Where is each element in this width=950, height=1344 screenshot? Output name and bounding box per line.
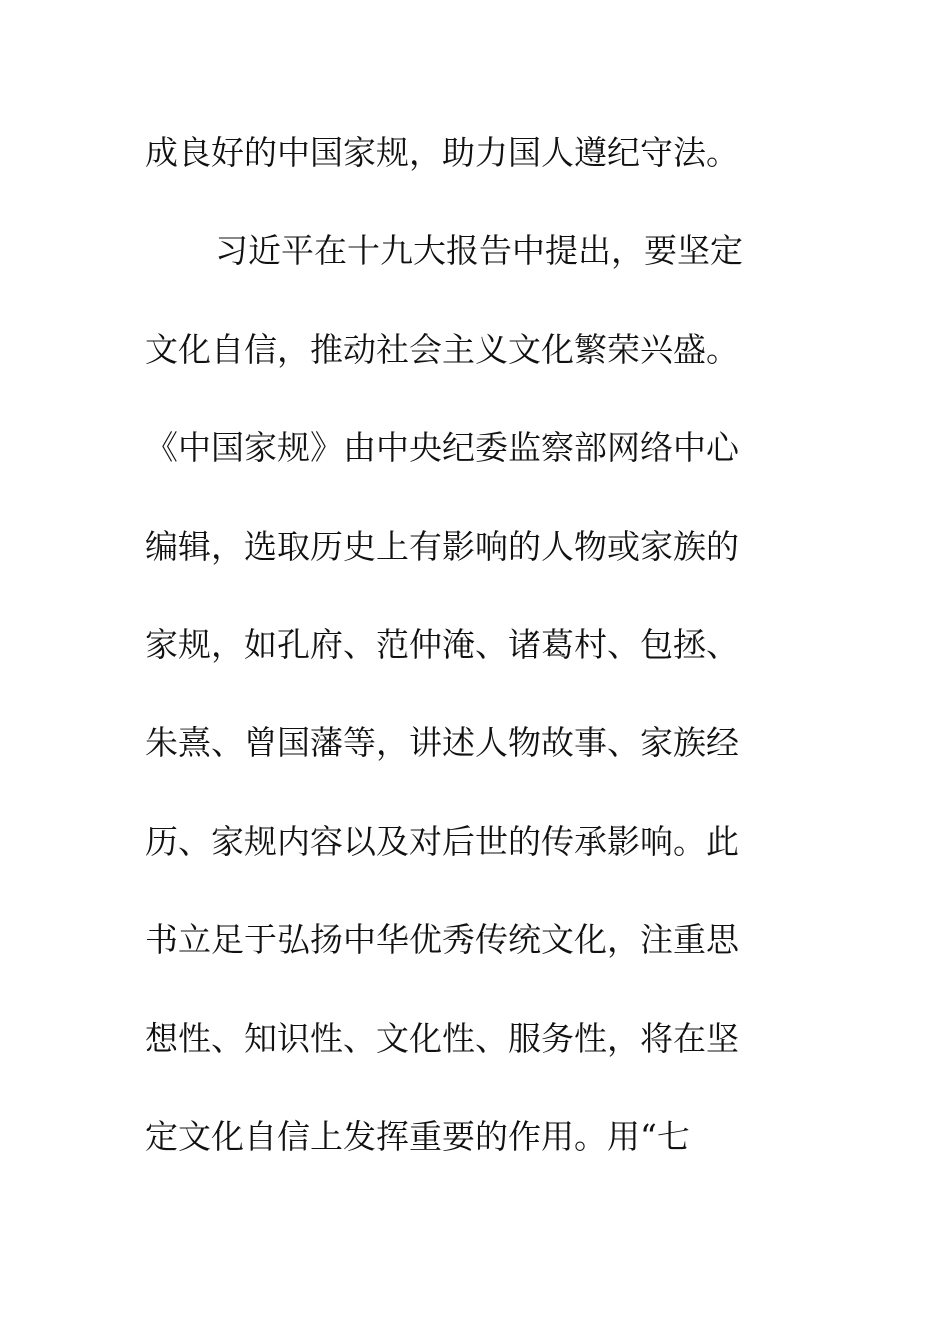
text-line: 书立足于弘扬中华优秀传统文化，注重思 bbox=[145, 920, 739, 960]
text-line: 朱熹、曾国藩等，讲述人物故事、家族经 bbox=[145, 723, 739, 763]
text-line: 《中国家规》由中央纪委监察部网络中心 bbox=[145, 428, 739, 468]
text-line: 历、家规内容以及对后世的传承影响。此 bbox=[145, 821, 739, 861]
text-line: 定文化自信上发挥重要的作用。用“七 bbox=[145, 1116, 690, 1156]
text-line: 想性、知识性、文化性、服务性，将在坚 bbox=[145, 1018, 739, 1058]
text-line: 文化自信，推动社会主义文化繁荣兴盛。 bbox=[145, 329, 739, 369]
text-line: 成良好的中国家规，助力国人遵纪守法。 bbox=[145, 133, 739, 172]
body-text bbox=[145, 128, 785, 1210]
text-line: 家规，如孔府、范仲淹、诸葛村、包拯、 bbox=[145, 624, 739, 664]
text-line: 编辑，选取历史上有影响的人物或家族的 bbox=[145, 526, 739, 566]
text-line-paragraph-start: 习近平在十九大报告中提出，要坚定 bbox=[215, 231, 743, 271]
